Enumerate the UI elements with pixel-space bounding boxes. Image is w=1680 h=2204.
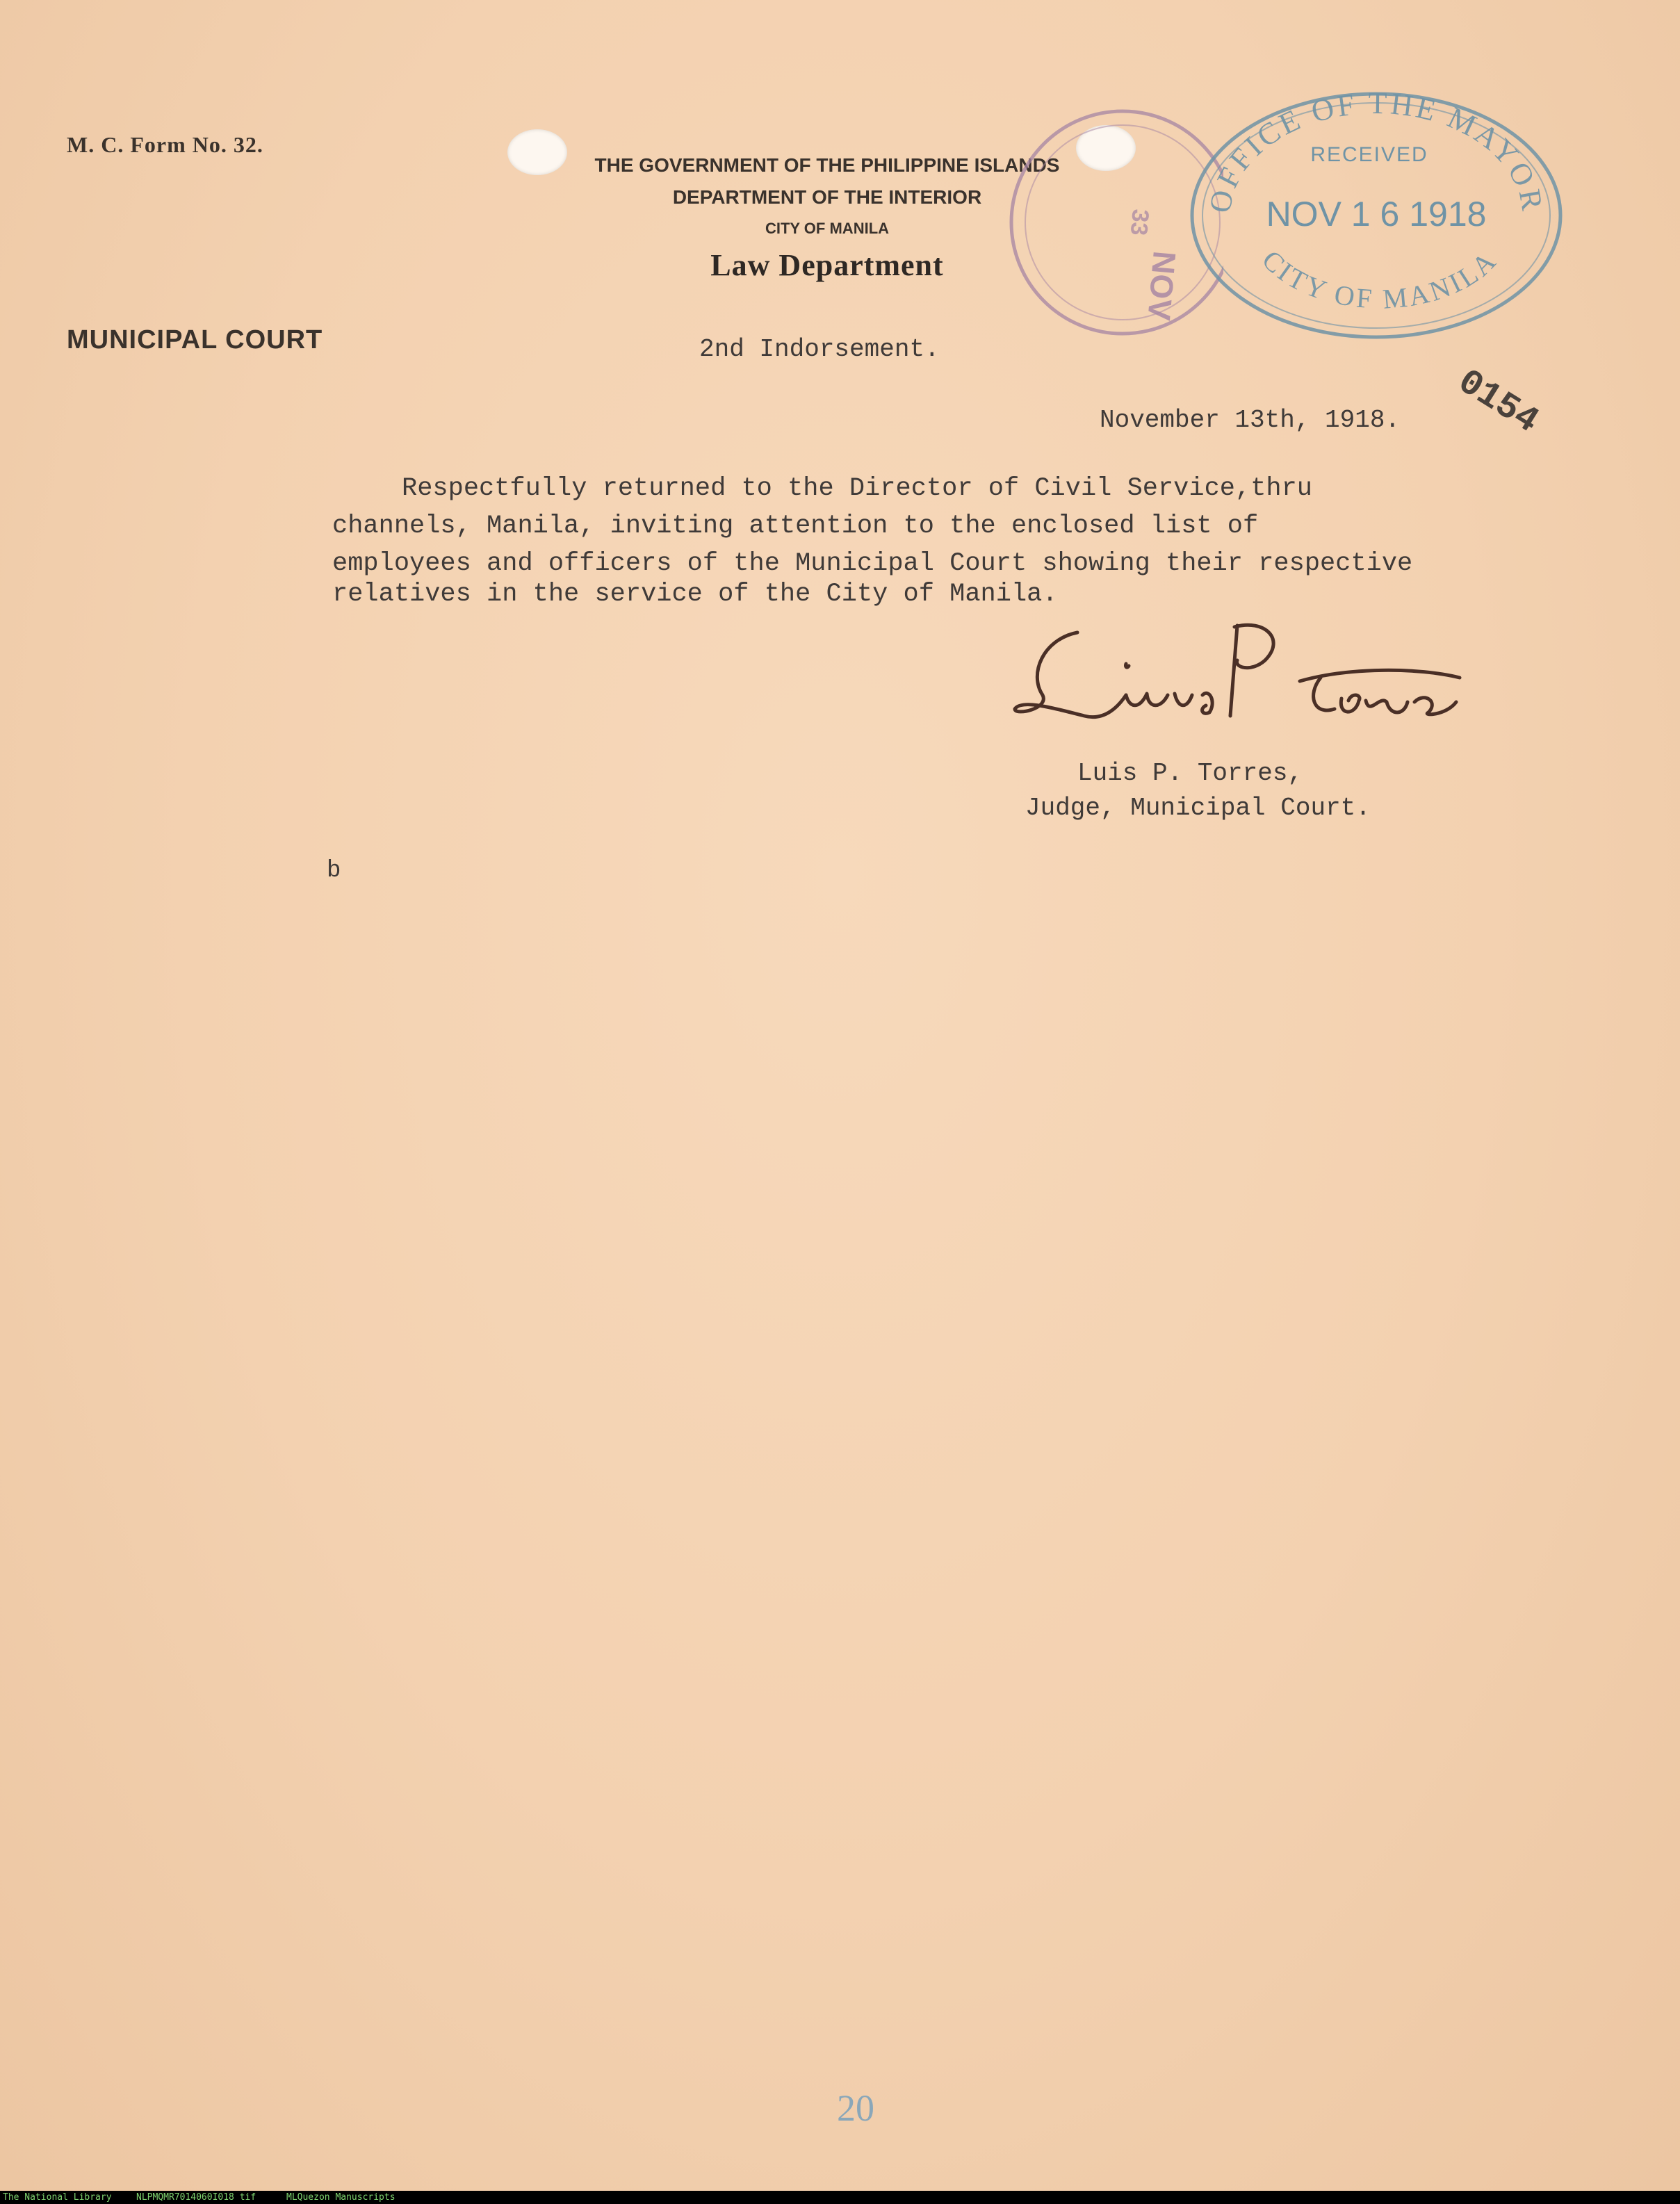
footer-filename: NLPMQMR7014060I018 tif bbox=[136, 2192, 256, 2203]
stamp-received-date: NOV 1 6 1918 bbox=[1266, 195, 1487, 234]
stamped-number: 0154 bbox=[1450, 361, 1546, 443]
letterhead-government: THE GOVERNMENT OF THE PHILIPPINE ISLANDS bbox=[594, 154, 1060, 176]
body-line: employees and officers of the Municipal Court showing their respective bbox=[332, 549, 1413, 578]
purple-stamp-number: 33 bbox=[1125, 208, 1154, 237]
body-line: Respectfully returned to the Director of Civil Service,thru bbox=[402, 474, 1313, 503]
letterhead-department: DEPARTMENT OF THE INTERIOR bbox=[672, 186, 982, 208]
signer-name: Luis P. Torres, bbox=[1077, 759, 1303, 787]
stamp-received-label: RECEIVED bbox=[1310, 143, 1428, 166]
footer-collection: MLQuezon Manuscripts bbox=[286, 2192, 395, 2203]
footer-library: The National Library bbox=[3, 2192, 112, 2203]
stamp-top-arc: OFFICE OF THE MAYOR bbox=[1202, 85, 1550, 216]
typist-initial: b bbox=[327, 858, 341, 884]
body-line: relatives in the service of the City of Manila. bbox=[332, 580, 1058, 609]
court-label: MUNICIPAL COURT bbox=[67, 325, 323, 354]
stamp-bottom-arc: CITY OF MANILA bbox=[1256, 243, 1504, 315]
purple-stamp-month: NOV bbox=[1141, 250, 1183, 322]
document-date: November 13th, 1918. bbox=[1100, 406, 1401, 434]
handwritten-signature bbox=[1001, 612, 1515, 751]
svg-text:CITY OF MANILA bbox=[1256, 244, 1503, 315]
page-number: 20 bbox=[837, 2087, 874, 2129]
indorsement-heading: 2nd Indorsement. bbox=[699, 335, 940, 364]
body-line: channels, Manila, inviting attention to the enclosed list of bbox=[332, 512, 1259, 541]
form-number: M. C. Form No. 32. bbox=[67, 132, 263, 157]
letterhead-city: CITY OF MANILA bbox=[765, 220, 890, 237]
letterhead-law-department: Law Department bbox=[710, 248, 944, 282]
mayor-received-stamp bbox=[1182, 83, 1571, 348]
signer-title: Judge, Municipal Court. bbox=[1025, 794, 1371, 822]
